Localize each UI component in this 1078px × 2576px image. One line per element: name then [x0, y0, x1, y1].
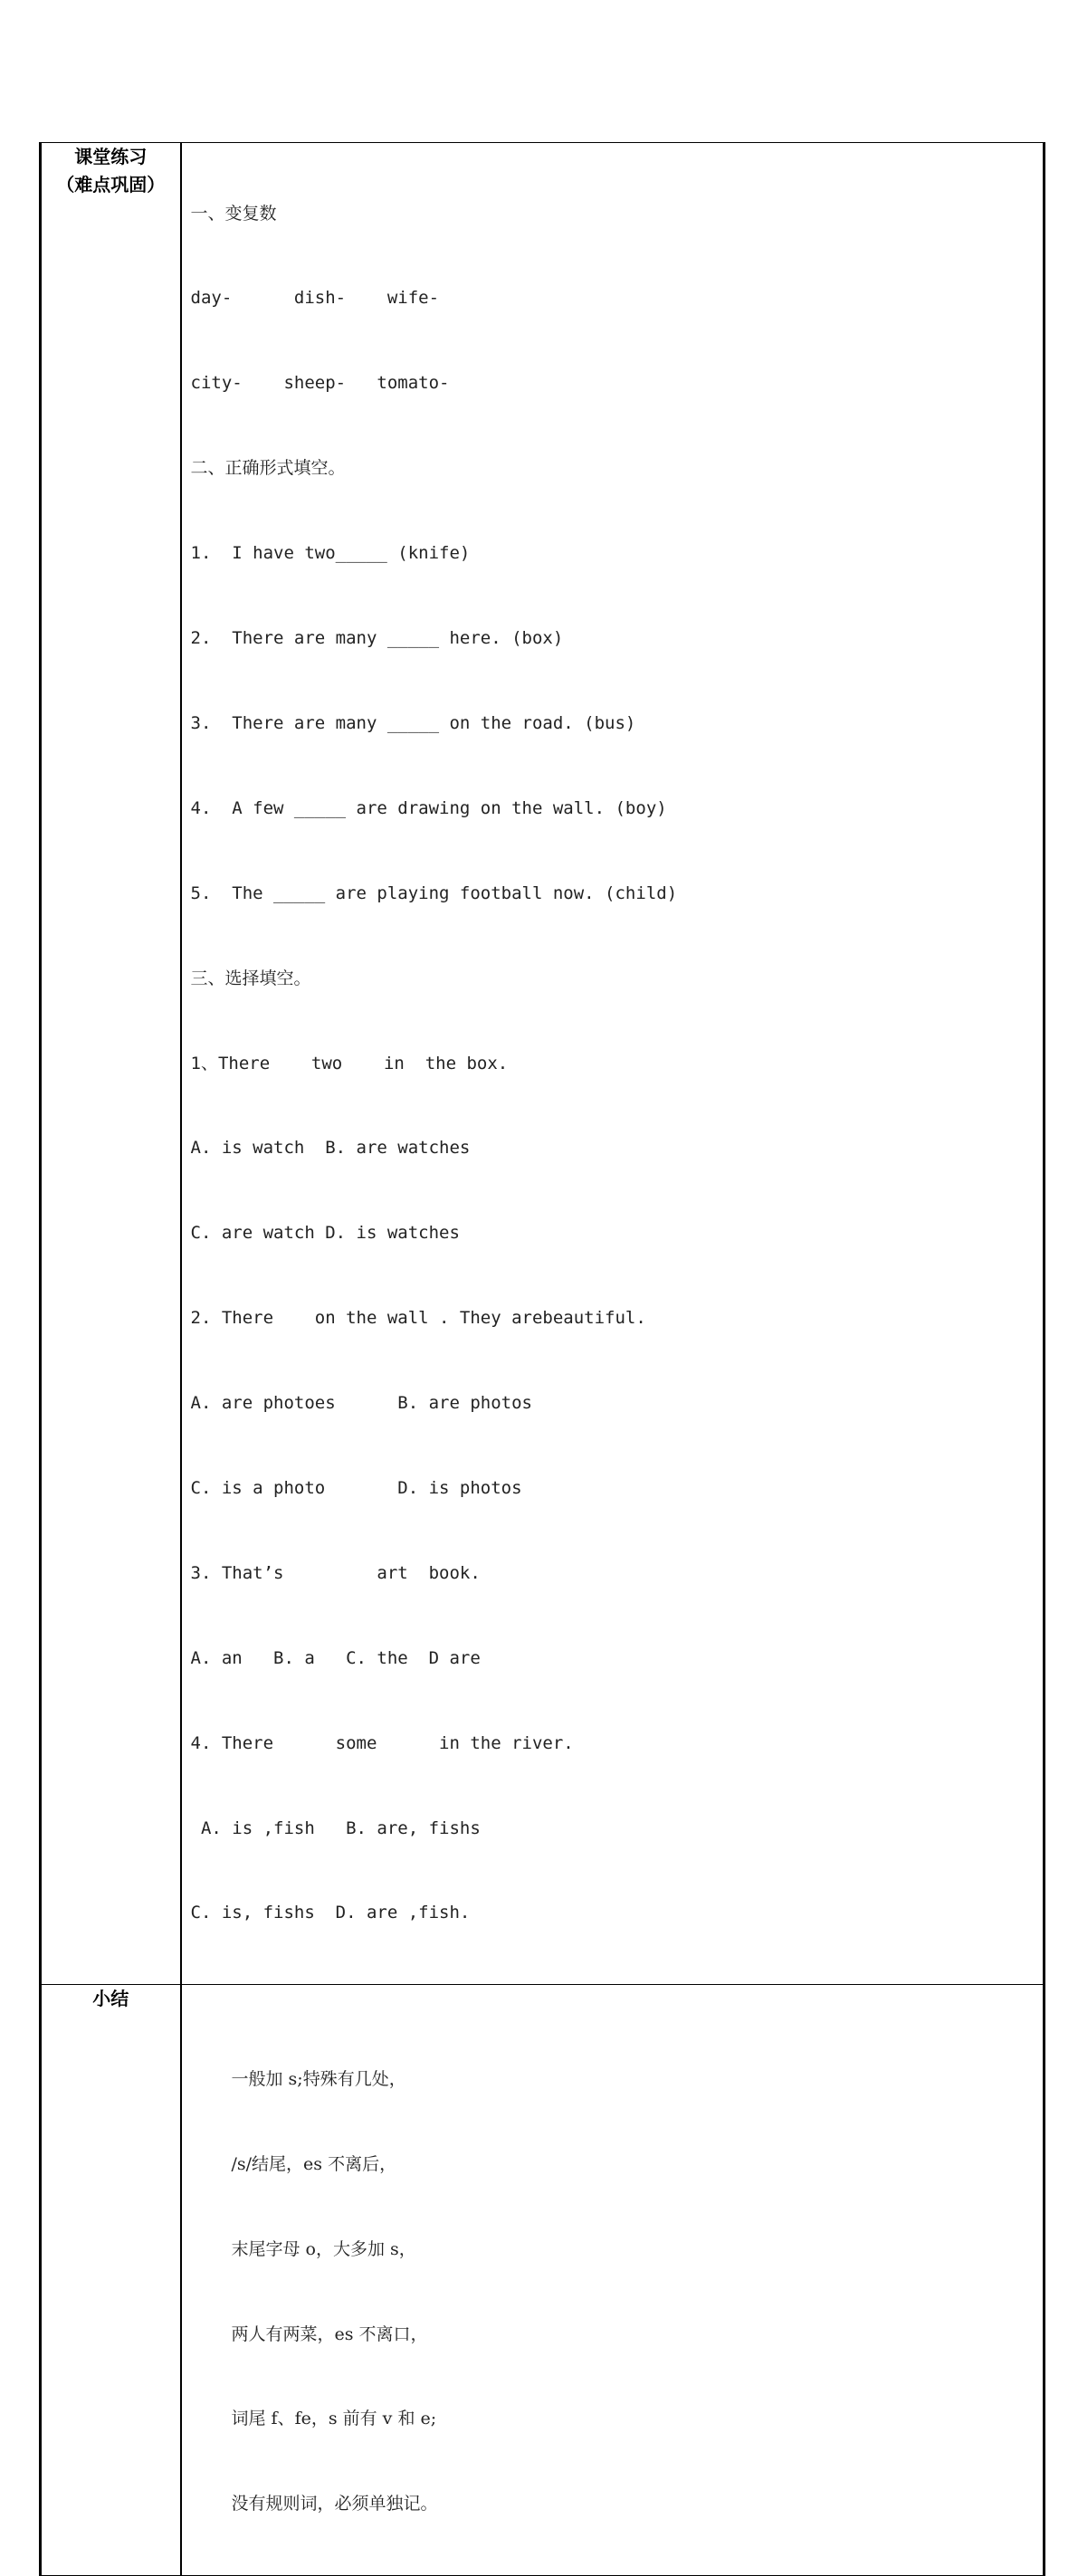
summary-label-title: 小结: [92, 1988, 129, 2010]
choice-options-3: A. an B. a C. the D are: [190, 1647, 481, 1668]
choice-options-2a: A. are photoes B. are photos: [190, 1393, 532, 1414]
summary-content: [182, 1985, 1044, 2575]
choice-options-4b: C. is, fishs D. are ,fish.: [190, 1903, 471, 1923]
practice-label-cell: [41, 143, 181, 1985]
section-heading-fill-blank: 二、正确形式填空。: [190, 458, 346, 479]
choice-question-2: 2. There on the wall . They arebeautiful.: [190, 1308, 646, 1329]
choice-options-4a: A. is ,fish B. are, fishs: [190, 1818, 481, 1838]
choice-question-4: 4. There some in the river.: [190, 1732, 574, 1753]
summary-rhyme-line-2: /s/结尾，es 不离后，: [231, 2153, 397, 2174]
choice-options-2b: C. is a photo D. is photos: [190, 1477, 522, 1498]
choice-options-1b: C. are watch D. is watches: [190, 1223, 460, 1244]
practice-label-title: 课堂练习: [74, 146, 148, 167]
summary-rhyme-line-1: 一般加 s;特殊有几处，: [231, 2068, 406, 2089]
lesson-table: [39, 142, 1045, 2576]
summary-rhyme-line-5: 词尾 f、fe，s 前有 v 和 e;: [231, 2409, 437, 2429]
fill-blank-item-3: 3. There are many _____ on the road. (bus): [190, 712, 636, 733]
choice-options-1a: A. is watch B. are watches: [190, 1138, 471, 1159]
fill-blank-item-2: 2. There are many _____ here. (box): [190, 628, 564, 649]
practice-content: [182, 143, 1044, 1984]
plural-words-row-1: day- dish- wife-: [190, 288, 440, 309]
fill-blank-item-4: 4. A few _____ are drawing on the wall. (boy): [190, 797, 667, 818]
practice-label: [42, 143, 180, 199]
section-heading-plural: 一、变复数: [190, 203, 277, 224]
practice-label-subtitle: （难点巩固）: [56, 174, 166, 196]
practice-row: [41, 143, 1045, 1985]
choice-question-3: 3. That’s art book.: [190, 1562, 481, 1583]
summary-label: [42, 1985, 180, 2013]
summary-label-cell: [41, 1985, 181, 2576]
summary-rhyme-line-3: 末尾字母 o，大多加 s，: [231, 2238, 416, 2259]
summary-content-cell: [181, 1985, 1045, 2576]
summary-rhyme-line-4: 两人有两菜，es 不离口，: [231, 2323, 428, 2344]
plural-words-row-2: city- sheep- tomato-: [190, 373, 450, 394]
practice-content-cell: [181, 143, 1045, 1985]
fill-blank-item-1: 1. I have two_____ (knife): [190, 543, 471, 564]
summary-row: [41, 1985, 1045, 2576]
fill-blank-item-5: 5. The _____ are playing football now. (child): [190, 883, 678, 903]
summary-rhyme-line-6: 没有规则词，必须单独记。: [231, 2494, 438, 2514]
section-heading-choice: 三、选择填空。: [190, 968, 311, 988]
choice-question-1: 1、There two in the box.: [190, 1053, 509, 1073]
